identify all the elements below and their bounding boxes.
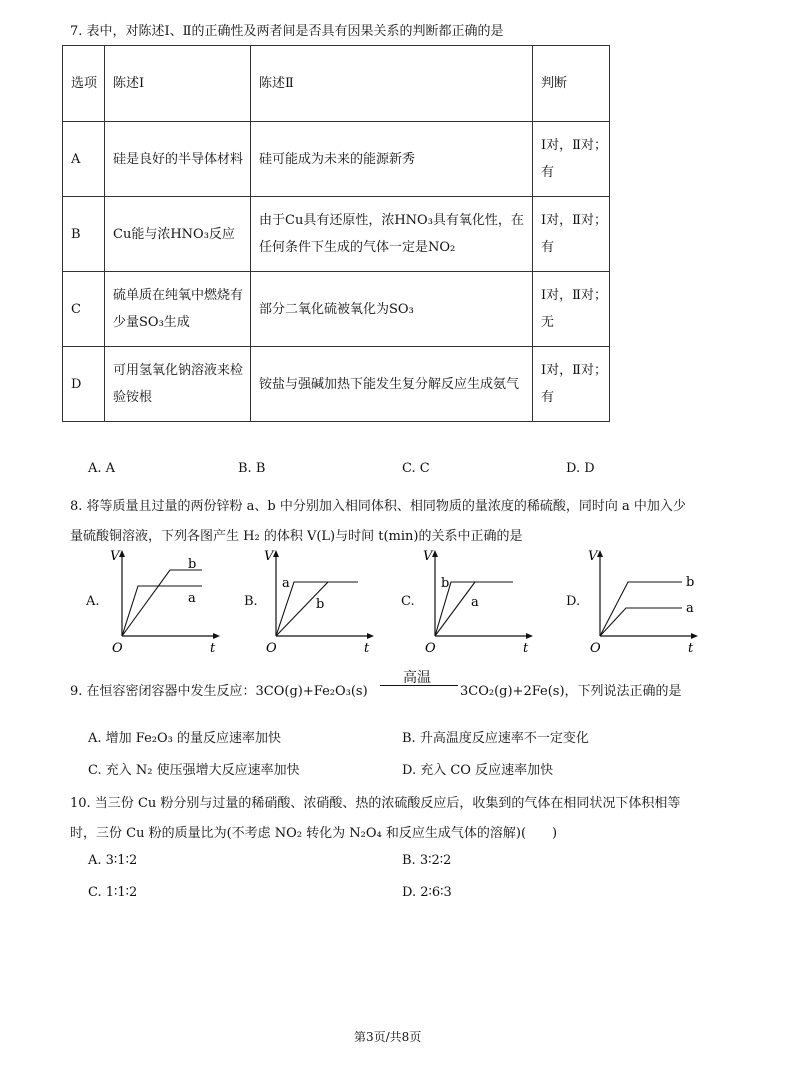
row-statement-2: 铵盐与强碱加热下能发生复分解反应生成氨气	[251, 347, 533, 422]
row-statement-1: Cu能与浓HNO₃反应	[105, 197, 251, 272]
curve-a-label: a	[188, 591, 196, 606]
row-judgement: Ⅰ对，Ⅱ对；有	[533, 347, 610, 422]
curve-b	[600, 582, 682, 636]
header-statement-1: 陈述Ⅰ	[105, 46, 251, 122]
axis-t-label: t	[210, 641, 216, 656]
t-axis-arrow	[367, 633, 374, 639]
q7-stem: 7. 表中，对陈述Ⅰ、Ⅱ的正确性及两者间是否具有因果关系的判断都正确的是	[70, 24, 504, 39]
v-axis-arrow	[273, 550, 279, 557]
q10-stem-line-2: 时，三份 Cu 粉的质量比为(不考虑 NO₂ 转化为 N₂O₄ 和反应生成气体的溶解)( )	[70, 826, 558, 841]
table-row	[63, 272, 610, 347]
axis-v-label: V	[264, 549, 274, 564]
q9-condition: 高温	[403, 670, 431, 686]
origin-label: O	[112, 641, 123, 656]
row-option: C	[63, 272, 105, 347]
graph-label-d[interactable]: D.	[566, 594, 581, 609]
graph-label-a[interactable]: A.	[86, 594, 100, 609]
v-axis-arrow	[597, 550, 603, 557]
origin-label: O	[425, 641, 436, 656]
q7-choice-c[interactable]: C. C	[402, 461, 430, 476]
graph-a	[108, 548, 220, 660]
row-statement-1: 硅是良好的半导体材料	[105, 122, 251, 197]
row-judgement: Ⅰ对，Ⅱ对；有	[533, 122, 610, 197]
q9-choice-b[interactable]: B. 升高温度反应速率不一定变化	[402, 731, 589, 746]
curve-a-label: a	[471, 595, 479, 610]
axis-v-label: V	[110, 549, 120, 564]
q9-choice-d[interactable]: D. 充入 CO 反应速率加快	[402, 763, 554, 778]
q9-stem-prefix: 9. 在恒容密闭容器中发生反应：3CO(g)+Fe₂O₃(s)	[70, 684, 368, 699]
curve-b-label: b	[316, 597, 325, 612]
graph-label-b[interactable]: B.	[244, 594, 258, 609]
curve-b-label: b	[188, 557, 197, 572]
q9-choice-c[interactable]: C. 充入 N₂ 使压强增大反应速率加快	[88, 763, 300, 778]
row-statement-1: 硫单质在纯氧中燃烧有少量SO₃生成	[105, 272, 251, 347]
q7-table	[62, 45, 610, 422]
header-statement-2: 陈述Ⅱ	[251, 46, 533, 122]
v-axis-arrow	[119, 550, 125, 557]
q9-stem-suffix: 3CO₂(g)+2Fe(s)，下列说法正确的是	[460, 684, 682, 699]
q10-choice-c[interactable]: C. 1∶1∶2	[88, 885, 138, 900]
q7-choice-a[interactable]: A. A	[88, 461, 116, 476]
q9-choice-a[interactable]: A. 增加 Fe₂O₃ 的量反应速率加快	[88, 731, 282, 746]
page-number: 第3页/共8页	[354, 1030, 422, 1044]
axis-t-label: t	[688, 641, 694, 656]
curve-b-label: b	[441, 576, 450, 591]
row-judgement: Ⅰ对，Ⅱ对；无	[533, 272, 610, 347]
row-option: B	[63, 197, 105, 272]
table-row	[63, 347, 610, 422]
t-axis-arrow	[691, 633, 698, 639]
axis-v-label: V	[588, 549, 598, 564]
table-row	[63, 197, 610, 272]
reaction-arrow-line	[380, 685, 458, 686]
graph-b	[262, 548, 374, 660]
table-row	[63, 122, 610, 197]
table-header-row	[63, 46, 610, 122]
q7-choice-b[interactable]: B. B	[238, 461, 266, 476]
t-axis-arrow	[213, 633, 220, 639]
q8-stem-line-2: 量硫酸铜溶液，下列各图产生 H₂ 的体积 V(L)与时间 t(min)的关系中正确的是	[70, 529, 523, 544]
q8-stem-line-1: 8. 将等质量且过量的两份锌粉 a、b 中分别加入相同体积、相同物质的量浓度的稀硫酸，同时向 a 中加入少	[70, 499, 686, 514]
header-option: 选项	[63, 46, 105, 122]
q10-choice-d[interactable]: D. 2∶6∶3	[402, 885, 452, 900]
q7-choice-d[interactable]: D. D	[566, 461, 595, 476]
axis-t-label: t	[364, 641, 370, 656]
t-axis-arrow	[526, 633, 533, 639]
graph-d	[586, 548, 698, 660]
row-statement-2: 由于Cu具有还原性，浓HNO₃具有氧化性，在任何条件下生成的气体一定是NO₂	[251, 197, 533, 272]
origin-label: O	[590, 641, 601, 656]
row-option: A	[63, 122, 105, 197]
axis-t-label: t	[523, 641, 529, 656]
graph-label-c[interactable]: C.	[401, 594, 415, 609]
axis-v-label: V	[423, 549, 433, 564]
row-judgement: Ⅰ对，Ⅱ对；有	[533, 197, 610, 272]
row-statement-2: 部分二氧化硫被氧化为SO₃	[251, 272, 533, 347]
origin-label: O	[266, 641, 277, 656]
curve-a-label: a	[686, 601, 694, 616]
graph-c	[421, 548, 533, 660]
header-judgement: 判断	[533, 46, 610, 122]
q10-choice-b[interactable]: B. 3∶2∶2	[402, 853, 452, 868]
curve-a-label: a	[282, 576, 290, 591]
q10-choice-a[interactable]: A. 3∶1∶2	[88, 853, 138, 868]
row-statement-2: 硅可能成为未来的能源新秀	[251, 122, 533, 197]
row-statement-1: 可用氢氧化钠溶液来检验铵根	[105, 347, 251, 422]
q10-stem-line-1: 10. 当三份 Cu 粉分别与过量的稀硝酸、浓硝酸、热的浓硫酸反应后，收集到的气体在相同状况下体积相等	[70, 796, 681, 811]
v-axis-arrow	[432, 550, 438, 557]
row-option: D	[63, 347, 105, 422]
curve-b-label: b	[686, 575, 695, 590]
